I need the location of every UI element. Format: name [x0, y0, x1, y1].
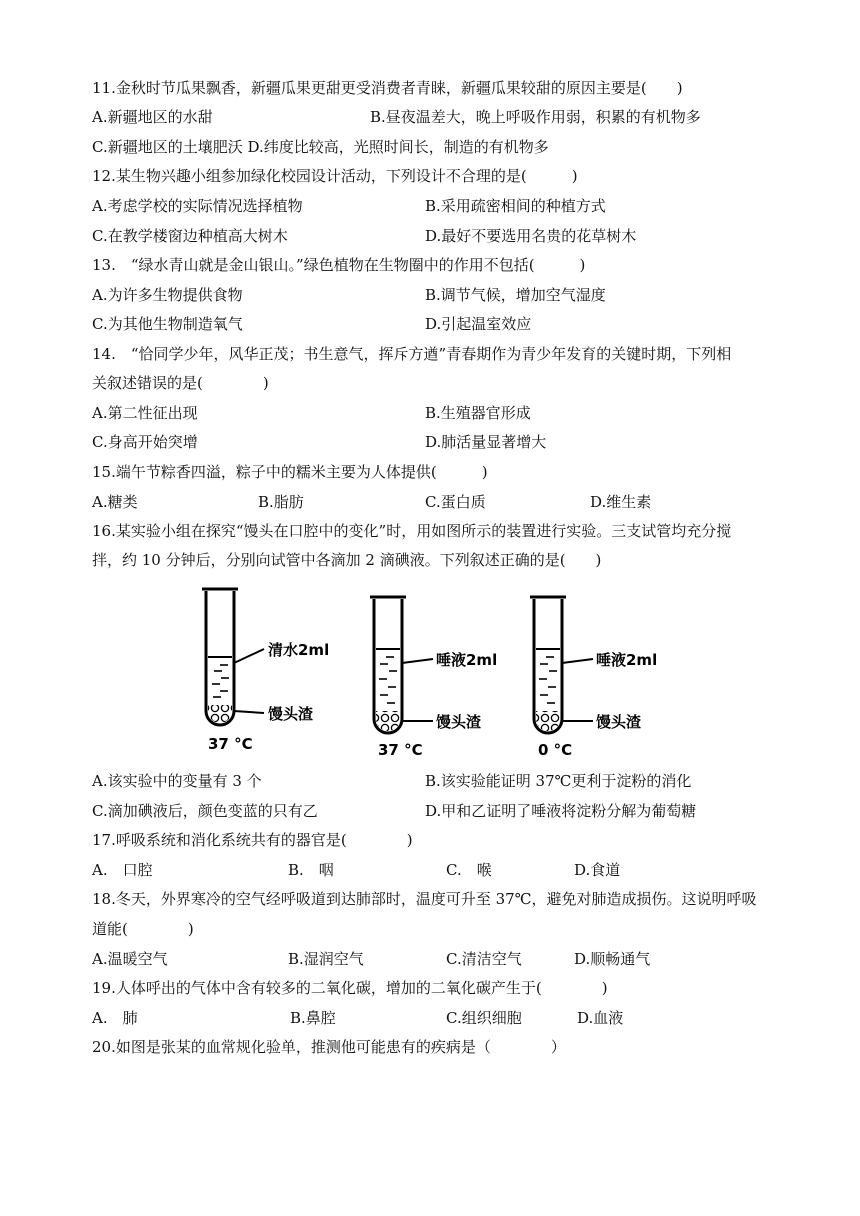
q16-stem-line1: 16.某实验小组在探究“馒头在口腔中的变化”时，用如图所示的装置进行实验。三支试管均充分搅 — [92, 522, 732, 540]
q12-option-a: A.考虑学校的实际情况选择植物 — [92, 197, 303, 215]
test-tube-1 — [202, 589, 264, 725]
q19-stem: 19.人体呼出的气体中含有较多的二氧化碳，增加的二氧化碳产生于( ) — [92, 979, 608, 997]
test-tube-3 — [530, 597, 593, 733]
tube2-residue-label: 馒头渣 — [436, 713, 482, 731]
q19-option-b: B.鼻腔 — [290, 1009, 336, 1027]
experiment-figure — [190, 583, 680, 768]
q15-option-b: B.脂肪 — [258, 493, 304, 511]
tube1-residue-label: 馒头渣 — [268, 705, 314, 723]
q14-stem-line1: 14. “恰同学少年，风华正茂；书生意气，挥斥方遒”青春期作为青少年发育的关键时期，下列相 — [92, 345, 732, 363]
q14-option-d: D.肺活量显著增大 — [425, 433, 547, 451]
q20-stem: 20.如图是张某的血常规化验单，推测他可能患有的疾病是（ ） — [92, 1038, 566, 1056]
q13-option-b: B.调节气候，增加空气湿度 — [425, 286, 606, 304]
q16-option-b: B.该实验能证明 37℃更利于淀粉的消化 — [425, 772, 692, 790]
q13-stem: 13. “绿水青山就是金山银山。”绿色植物在生物圈中的作用不包括( ) — [92, 256, 586, 274]
q18-option-a: A.温暖空气 — [92, 950, 168, 968]
q11-option-a: A.新疆地区的水甜 — [92, 108, 213, 126]
q11-option-b: B.昼夜温差大，晚上呼吸作用弱，积累的有机物多 — [370, 108, 701, 126]
q13-option-a: A.为许多生物提供食物 — [92, 286, 243, 304]
q16-stem-line2: 拌，约 10 分钟后，分别向试管中各滴加 2 滴碘液。下列叙述正确的是( ) — [92, 551, 602, 569]
q14-option-b: B.生殖器官形成 — [425, 404, 531, 422]
tube1-liquid-label: 清水2ml — [268, 641, 330, 659]
q12-option-d: D.最好不要选用名贵的花草树木 — [425, 227, 637, 245]
q18-option-d: D.顺畅通气 — [574, 950, 651, 968]
q17-option-a: A. 口腔 — [92, 861, 153, 879]
q16-option-a: A.该实验中的变量有 3 个 — [92, 772, 262, 790]
tube3-residue-label: 馒头渣 — [596, 713, 642, 731]
q16-option-c: C.滴加碘液后，颜色变蓝的只有乙 — [92, 802, 318, 820]
q18-option-c: C.清洁空气 — [446, 950, 522, 968]
q14-option-c: C.身高开始突增 — [92, 433, 198, 451]
q15-stem: 15.端午节粽香四溢，粽子中的糯米主要为人体提供( ) — [92, 463, 488, 481]
q14-option-a: A.第二性征出现 — [92, 404, 198, 422]
q18-stem-line2: 道能( ) — [92, 920, 194, 938]
q15-option-d: D.维生素 — [590, 493, 652, 511]
q12-option-c: C.在教学楼窗边种植高大树木 — [92, 227, 288, 245]
q17-option-b: B. 咽 — [288, 861, 334, 879]
tube3-temperature: 0 °C — [538, 741, 573, 759]
test-tube-2 — [370, 597, 433, 733]
q12-stem: 12.某生物兴趣小组参加绿化校园设计活动，下列设计不合理的是( ) — [92, 167, 578, 185]
q13-option-d: D.引起温室效应 — [425, 315, 532, 333]
q17-stem: 17.呼吸系统和消化系统共有的器官是( ) — [92, 831, 413, 849]
test-tube-diagram — [190, 583, 680, 768]
q12-option-b: B.采用疏密相间的种植方式 — [425, 197, 606, 215]
q11-option-cd: C.新疆地区的土壤肥沃 D.纬度比较高，光照时间长，制造的有机物多 — [92, 138, 549, 156]
q19-option-c: C.组织细胞 — [446, 1009, 522, 1027]
q19-option-d: D.血液 — [577, 1009, 624, 1027]
tube3-liquid-label: 唾液2ml — [596, 651, 658, 669]
q18-stem-line1: 18.冬天，外界寒冷的空气经呼吸道到达肺部时，温度可升至 37℃，避免对肺造成损伤。这说明呼吸 — [92, 890, 757, 908]
q17-option-d: D.食道 — [574, 861, 621, 879]
q11-stem: 11.金秋时节瓜果飘香，新疆瓜果更甜更受消费者青睐，新疆瓜果较甜的原因主要是( ) — [92, 79, 683, 97]
q18-option-b: B.湿润空气 — [288, 950, 364, 968]
q15-option-a: A.糖类 — [92, 493, 138, 511]
q16-option-d: D.甲和乙证明了唾液将淀粉分解为葡萄糖 — [425, 802, 697, 820]
q14-stem-line2: 关叙述错误的是( ) — [92, 374, 269, 392]
q19-option-a: A. 肺 — [92, 1009, 138, 1027]
tube2-liquid-label: 唾液2ml — [436, 651, 498, 669]
q13-option-c: C.为其他生物制造氧气 — [92, 315, 243, 333]
q17-option-c: C. 喉 — [446, 861, 492, 879]
tube1-temperature: 37 °C — [208, 735, 253, 753]
tube2-temperature: 37 °C — [378, 741, 423, 759]
q15-option-c: C.蛋白质 — [425, 493, 486, 511]
